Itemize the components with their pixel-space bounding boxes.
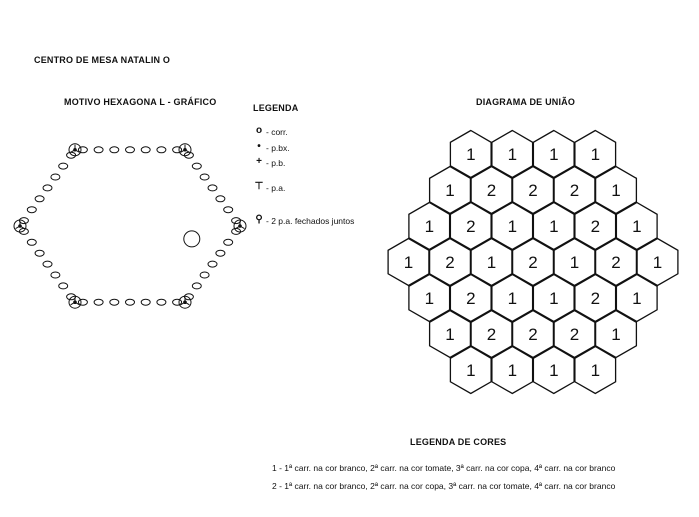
slip-stitch-icon: • — [257, 141, 261, 152]
union-diagram-title: DIAGRAMA DE UNIÃO — [476, 97, 576, 107]
hexagon-color-number: 1 — [424, 217, 435, 236]
hexagon-color-number: 2 — [611, 253, 621, 272]
cluster-icon: ⚲ — [255, 214, 263, 225]
hexagon-color-number: 1 — [611, 181, 621, 200]
hexagon-color-number: 2 — [590, 217, 601, 236]
color-legend-line-1: 1 - 1ª carr. na cor branco, 2ª carr. na cor tomate, 3ª carr. na cor copa, 4ª carr. na cor branco — [272, 463, 616, 473]
page-title: CENTRO DE MESA NATALIN O — [34, 55, 171, 65]
hexagon-color-number: 1 — [507, 217, 518, 236]
hexagon-color-number: 1 — [549, 289, 559, 308]
motif-chart-title: MOTIVO HEXAGONA L - GRÁFICO — [64, 97, 217, 107]
hexagon-color-number: 1 — [652, 253, 663, 272]
hexagon-color-number: 2 — [445, 253, 455, 272]
legend-item-label: - p.b. — [266, 158, 286, 168]
hexagon-color-number: 2 — [486, 325, 497, 344]
color-legend-line-2: 2 - 1ª carr. na cor branco, 2ª carr. na cor copa, 3ª carr. na cor tomate, 4ª carr. na cor branco — [272, 481, 616, 491]
hexagon-color-number: 1 — [632, 217, 642, 236]
hexagon-color-number: 1 — [424, 289, 435, 308]
hexagon-color-number: 2 — [466, 289, 476, 308]
hexagon-color-number: 1 — [466, 361, 476, 380]
hexagon-color-number: 1 — [507, 289, 518, 308]
hexagon-color-number: 1 — [403, 253, 414, 272]
hexagon-color-number: 1 — [549, 217, 559, 236]
hexagon-color-number: 1 — [445, 325, 455, 344]
single-crochet-icon: + — [256, 156, 262, 167]
hexagon-color-number: 1 — [466, 145, 476, 164]
hexagon-color-number: 1 — [445, 181, 455, 200]
hexagon-color-number: 1 — [590, 145, 601, 164]
double-crochet-icon: ⊤ — [254, 181, 264, 192]
hexagon-color-number: 2 — [466, 217, 476, 236]
hexagon-color-number: 1 — [549, 145, 559, 164]
hexagon-color-number: 1 — [632, 289, 642, 308]
hexagon-color-number: 2 — [528, 181, 538, 200]
hexagon-color-number: 1 — [549, 361, 559, 380]
legend-item-label: - p.bx. — [266, 143, 290, 153]
hexagon-color-number: 1 — [590, 361, 601, 380]
hexagon-color-number: 1 — [569, 253, 580, 272]
hexagon-color-number: 1 — [486, 253, 497, 272]
hexagon-color-number: 2 — [528, 325, 538, 344]
hexagon-color-number: 1 — [611, 325, 621, 344]
chain-icon: o — [255, 125, 263, 136]
legend-heading: LEGENDA — [253, 103, 299, 113]
hexagon-color-number: 2 — [590, 289, 601, 308]
hexagon-color-number: 2 — [569, 181, 580, 200]
color-legend-title: LEGENDA DE CORES — [410, 437, 507, 447]
hexagon-color-number: 2 — [528, 253, 538, 272]
legend-item-label: - 2 p.a. fechados juntos — [266, 216, 355, 226]
hexagon-color-number: 2 — [486, 181, 497, 200]
legend-item-label: - p.a. — [266, 183, 286, 193]
legend-item-label: - corr. — [266, 127, 288, 137]
hexagon-color-number: 1 — [507, 145, 518, 164]
hexagon-color-number: 1 — [507, 361, 518, 380]
hexagon-color-number: 2 — [569, 325, 580, 344]
